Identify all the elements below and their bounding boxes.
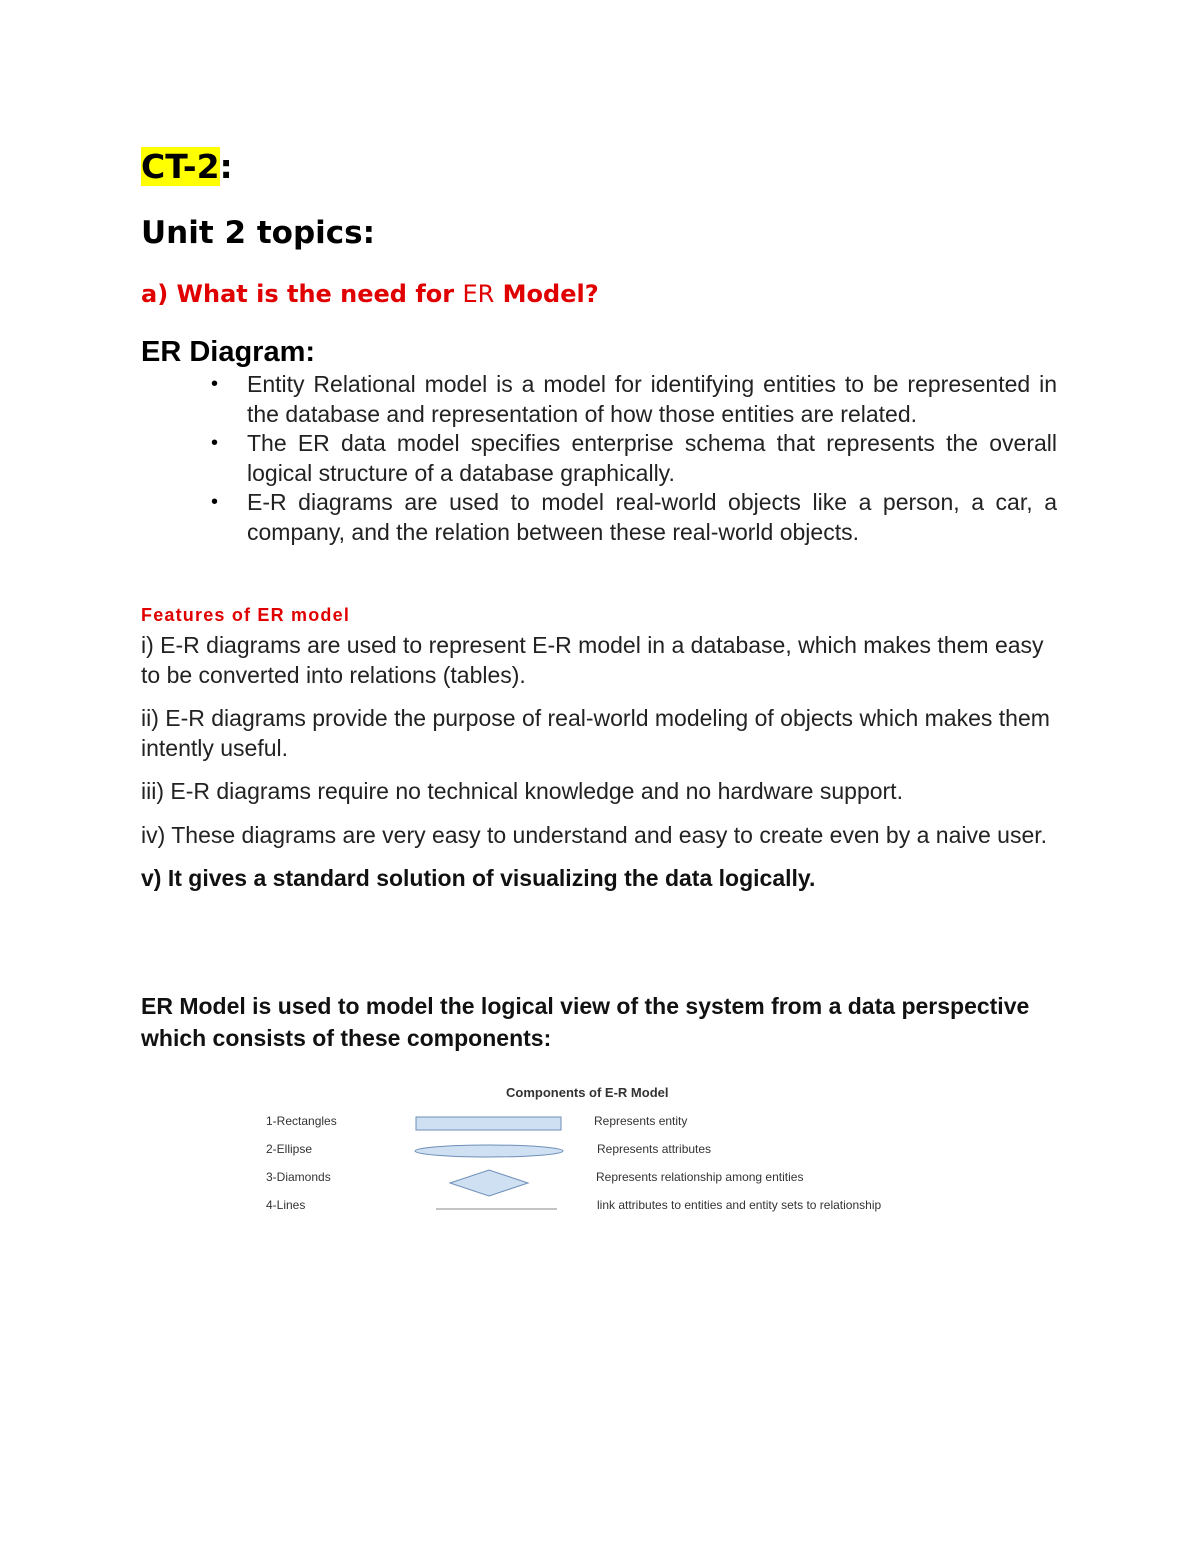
- bullet-item: • The ER data model specifies enterprise schema that represents the overall logical structure of a database graphically.: [141, 429, 1057, 488]
- feature-item: iii) E-R diagrams require no technical knowledge and no hardware support.: [141, 778, 903, 804]
- er-model-paragraph: ER Model is used to model the logical view of the system from a data perspective which consists of these components:: [141, 993, 1030, 1051]
- diamond-shape: [450, 1170, 528, 1196]
- ct-title: [141, 147, 233, 186]
- feature-item: v) It gives a standard solution of visualizing the data logically.: [141, 865, 816, 891]
- features-heading: Features of ER model: [141, 605, 351, 625]
- bullet-item: • Entity Relational model is a model for identifying entities to be represented in the database and representation of how those entities are related.: [141, 370, 1057, 429]
- question-heading: [141, 282, 599, 306]
- figure-row-description: Represents relationship among entities: [596, 1170, 804, 1184]
- er-diagram-heading: ER Diagram:: [141, 336, 316, 368]
- bullet-item: • E-R diagrams are used to model real-world objects like a person, a car, a company, and the relation between these real-world objects.: [141, 488, 1057, 547]
- ellipse-shape: [415, 1145, 563, 1157]
- components-figure: [240, 1080, 1040, 1220]
- figure-title: Components of E-R Model: [506, 1085, 669, 1100]
- question-model: Model?: [494, 280, 599, 308]
- er-diagram-bullet-list: [141, 370, 1057, 547]
- feature-item: iv) These diagrams are very easy to understand and easy to create even by a naive user.: [141, 821, 1048, 848]
- feature-item: i) E-R diagrams are used to represent E-R model in a database, which makes them easy to be converted into relations (tables).: [141, 632, 1044, 688]
- question-er: ER: [462, 280, 495, 308]
- figure-row-label: 4-Lines: [266, 1198, 306, 1212]
- figure-row-description: Represents attributes: [597, 1142, 712, 1156]
- unit-title: Unit 2 topics:: [141, 215, 375, 251]
- ct-colon: :: [219, 147, 233, 186]
- figure-row-description: link attributes to entities and entity sets to relationship: [597, 1198, 882, 1212]
- feature-item: ii) E-R diagrams provide the purpose of real-world modeling of objects which makes them intently useful.: [141, 705, 1050, 761]
- features-list: [141, 631, 1051, 908]
- figure-row-description: Represents entity: [594, 1114, 688, 1128]
- ct-label-highlight: CT-2: [141, 147, 220, 186]
- figure-row-label: 2-Ellipse: [266, 1142, 313, 1156]
- figure-row-label: 3-Diamonds: [266, 1170, 331, 1184]
- rectangle-shape: [416, 1117, 561, 1130]
- question-text: a) What is the need for: [141, 280, 463, 308]
- figure-row-label: 1-Rectangles: [266, 1114, 337, 1128]
